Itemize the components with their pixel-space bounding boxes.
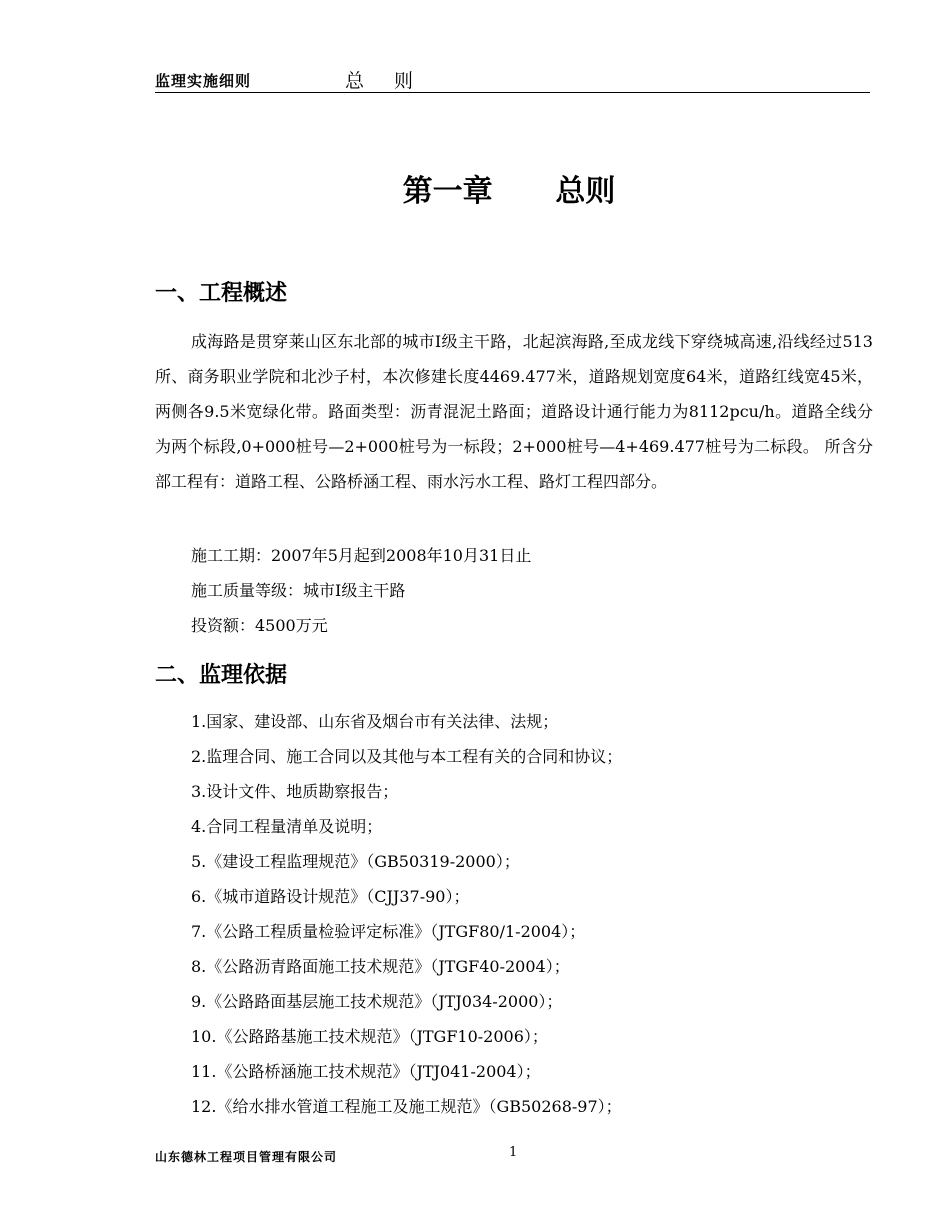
section-title-overview: 一、工程概述	[155, 281, 288, 306]
basis-item: 11.《公路桥涵施工技术规范》（JTJ041-2004）；	[191, 1062, 541, 1081]
basis-item: 3.设计文件、地质勘察报告；	[191, 782, 399, 801]
chapter-title: 第一章 总则	[402, 174, 616, 209]
basis-item: 10.《公路路基施工技术规范》（JTGF10-2006）；	[191, 1027, 548, 1046]
investment-line: 投资额：4500万元	[191, 616, 328, 635]
basis-item: 8.《公路沥青路面施工技术规范》（JTGF40-2004）；	[191, 957, 570, 976]
basis-item: 6.《城市道路设计规范》（CJJ37-90）；	[191, 887, 470, 906]
header-document-name: 监理实施细则	[155, 72, 252, 90]
basis-item: 9.《公路路面基层施工技术规范》（JTJ034-2000）；	[191, 992, 563, 1011]
basis-item: 12.《给水排水管道工程施工及施工规范》（GB50268-97）；	[191, 1097, 622, 1116]
quality-line: 施工质量等级：城市Ⅰ级主干路	[191, 581, 406, 600]
basis-item: 5.《建设工程监理规范》（GB50319-2000）；	[191, 852, 520, 871]
basis-item: 7.《公路工程质量检验评定标准》（JTGF80/1-2004）；	[191, 922, 586, 941]
page-number: 1	[509, 1145, 518, 1160]
footer-company-name: 山东德林工程项目管理有限公司	[155, 1150, 338, 1164]
basis-item: 1.国家、建设部、山东省及烟台市有关法律、法规；	[191, 712, 559, 731]
overview-paragraph: 成海路是贯穿莱山区东北部的城市Ⅰ级主干路，北起滨海路,至成龙线下穿绕城高速,沿线经过513所、商务职业学院和北沙子村，本次修建长度4469.477米，道路规划宽度64米，道路红线宽45米，两侧各9.5米宽绿化带。路面类型：沥青混泥土路面；道路设计通行能力为8112pcu/h。道路全线分为两个标段,0+000桩号—2+000桩号为一标段；2+000桩号—4+469.477桩号为二标段。 所含分部工程有：道路工程、公路桥涵工程、雨水污水工程、路灯工程四部分。	[155, 332, 873, 491]
section-title-basis: 二、监理依据	[155, 663, 288, 688]
basis-item: 4.合同工程量清单及说明；	[191, 817, 383, 836]
schedule-line: 施工工期：2007年5月起到2008年10月31日止	[191, 546, 532, 565]
page-header	[155, 66, 870, 93]
basis-item: 2.监理合同、施工合同以及其他与本工程有关的合同和协议；	[191, 747, 623, 766]
header-section-name: 总则	[345, 70, 444, 92]
